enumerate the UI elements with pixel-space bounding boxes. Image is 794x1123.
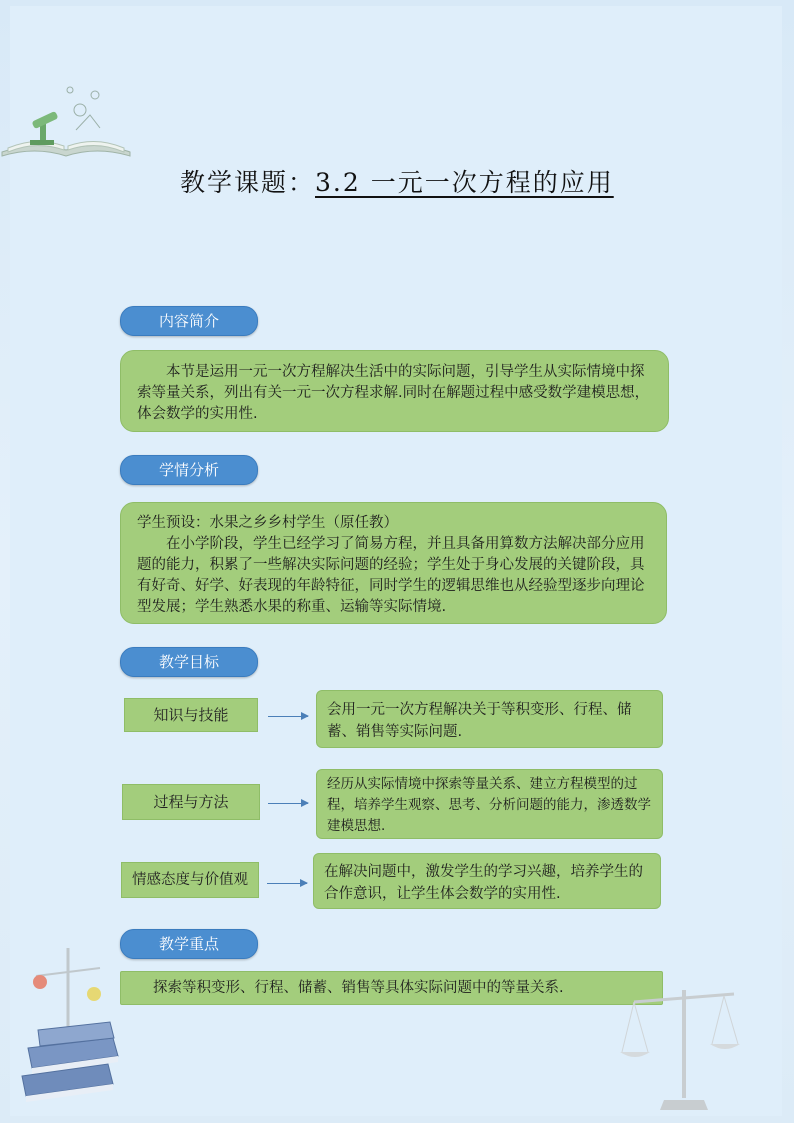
arrow-icon bbox=[267, 883, 307, 884]
goal-box-process bbox=[316, 769, 663, 839]
section-heading-goals: 教学目标 bbox=[120, 647, 258, 677]
page-title bbox=[180, 163, 614, 199]
goal-box-attitude bbox=[313, 853, 661, 909]
analysis-text: 在小学阶段，学生已经学习了简易方程，并且具备用算数方法解决部分应用题的能力，积累了一些解决实际问题的经验；学生处于身心发展的关键阶段，具有好奇、好学、好表现的年龄特征，同时学生的逻辑思维也从经验型逐步向理论型发展；学生熟悉水果的称重、运输等实际情境. bbox=[137, 536, 645, 615]
goal-label-knowledge: 知识与技能 bbox=[124, 698, 258, 732]
analysis-line1: 学生预设：水果之乡乡村学生（原任教） bbox=[137, 515, 398, 531]
key-text: 探索等积变形、行程、储蓄、销售等具体实际问题中的等量关系. bbox=[153, 980, 564, 996]
arrow-icon bbox=[268, 716, 308, 717]
goal-text-process: 经历从实际情境中探索等量关系、建立方程模型的过程，培养学生观察、思考、分析问题的能力，渗透数学建模思想. bbox=[327, 776, 651, 834]
book-microscope-icon bbox=[0, 70, 135, 160]
goal-label-process: 过程与方法 bbox=[122, 784, 260, 820]
balance-scale-icon bbox=[618, 980, 748, 1115]
section-heading-key: 教学重点 bbox=[120, 929, 258, 959]
analysis-box bbox=[120, 502, 667, 624]
section-heading-intro: 内容简介 bbox=[120, 306, 258, 336]
title-prefix: 教学课题： bbox=[180, 168, 316, 197]
books-scale-icon bbox=[18, 938, 148, 1108]
arrow-icon bbox=[268, 803, 308, 804]
title-value: 3.2 一元一次方程的应用 bbox=[315, 168, 614, 197]
intro-text: 本节是运用一元一次方程解决生活中的实际问题，引导学生从实际情境中探索等量关系，列出有关一元一次方程求解.同时在解题过程中感受数学建模思想，体会数学的实用性. bbox=[137, 364, 650, 422]
goal-label-attitude: 情感态度与价值观 bbox=[121, 862, 259, 898]
key-box bbox=[120, 971, 663, 1005]
section-heading-analysis: 学情分析 bbox=[120, 455, 258, 485]
goal-box-knowledge bbox=[316, 690, 663, 748]
goal-text-knowledge: 会用一元一次方程解决关于等积变形、行程、储蓄、销售等实际问题. bbox=[327, 702, 632, 740]
goal-text-attitude: 在解决问题中，激发学生的学习兴趣，培养学生的合作意识，让学生体会数学的实用性. bbox=[324, 864, 643, 902]
intro-box bbox=[120, 350, 669, 432]
